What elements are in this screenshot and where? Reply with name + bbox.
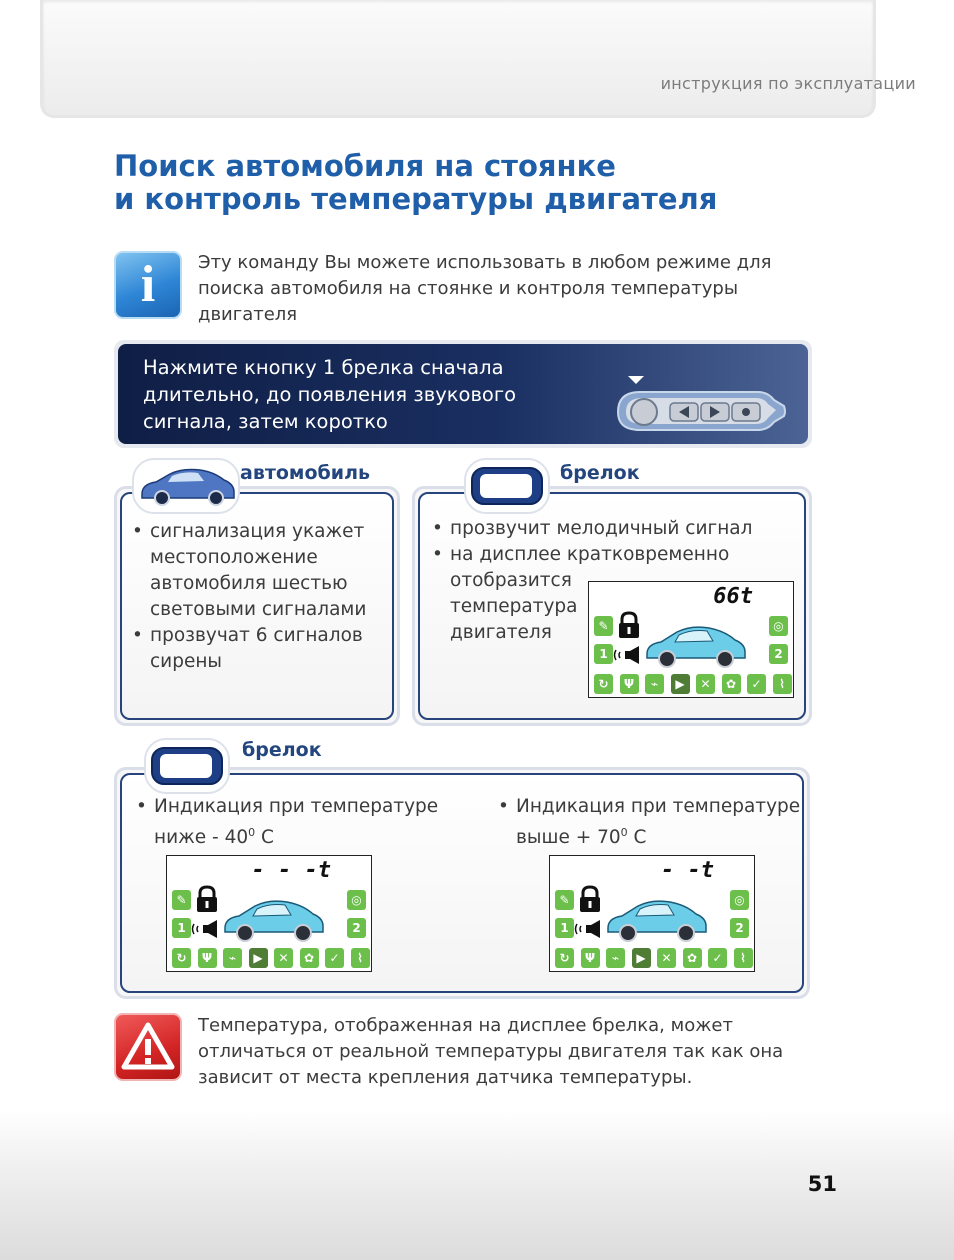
instruction-text	[143, 354, 516, 435]
status-icon: ✿	[722, 674, 741, 694]
info-line-2: поиска автомобиля на стоянке и контроля температуры	[198, 278, 739, 299]
lock-icon	[615, 610, 643, 640]
car-bullet-2: • прозвучат 6 сигналов сирены	[130, 623, 366, 675]
engine-icon: ✎	[594, 616, 613, 636]
channel-1-icon: 1	[555, 918, 574, 938]
status-icon: Ψ	[581, 948, 600, 968]
info-text	[198, 250, 798, 328]
engine-icon: ✎	[172, 890, 191, 910]
channel-1-icon: 1	[172, 918, 191, 938]
status-icon: Ψ	[198, 948, 217, 968]
page-title-line-2: и контроль температуры двигателя	[114, 182, 718, 216]
status-icon: ✕	[274, 948, 293, 968]
status-icon: ⌁	[606, 948, 625, 968]
lock-icon	[193, 884, 221, 914]
fob-section-label: брелок	[560, 462, 640, 484]
status-icon: ✿	[300, 948, 319, 968]
status-icon: ↻	[172, 948, 191, 968]
status-icon: ✓	[708, 948, 727, 968]
shock-sensor-icon: ◎	[730, 890, 749, 910]
lock-icon	[576, 884, 604, 914]
car-bullet-1: • сигнализация укажет местоположение автомобиля шестью световыми сигналами	[130, 519, 366, 623]
status-icon: ▶	[671, 674, 690, 694]
siren-icon	[191, 918, 221, 940]
status-icon: ⌇	[351, 948, 370, 968]
status-icon: ✓	[325, 948, 344, 968]
header-band	[40, 0, 876, 118]
status-icon: ⌁	[645, 674, 664, 694]
status-icon: ⌁	[223, 948, 242, 968]
lcd-temperature: 66t	[713, 584, 753, 609]
key-fob-buttons-icon	[608, 372, 788, 440]
fob-bullet-2: • на дисплее кратковременно отобразится температура двигателя	[430, 542, 752, 646]
status-icon: ✕	[657, 948, 676, 968]
car-icon	[221, 894, 325, 944]
info-line-3: двигателя	[198, 304, 298, 325]
channel-2-icon: 2	[347, 918, 366, 938]
warning-line-2: отличаться от реальной температуры двигателя так как она	[198, 1041, 784, 1062]
page-title	[114, 150, 717, 216]
status-icon: ⌇	[773, 674, 792, 694]
channel-2-icon: 2	[769, 644, 788, 664]
warning-icon	[114, 1013, 182, 1081]
key-fob-icon	[150, 744, 226, 788]
high-temp-indication: • Индикация при температуре выше + $70^0$ С	[496, 794, 800, 851]
lcd-display-low	[166, 855, 372, 972]
siren-icon	[613, 644, 643, 666]
warning-line-3: зависит от места крепления датчика температуры.	[198, 1067, 693, 1088]
car-icon	[138, 462, 238, 510]
engine-icon: ✎	[555, 890, 574, 910]
status-icon: ▶	[249, 948, 268, 968]
car-icon	[643, 620, 747, 670]
info-line-1: Эту команду Вы можете использовать в любом режиме для	[198, 252, 772, 273]
car-bullets	[130, 519, 366, 675]
key-fob-icon	[470, 464, 546, 508]
status-icon: ✓	[747, 674, 766, 694]
instruction-panel	[114, 340, 812, 448]
warning-text	[198, 1013, 783, 1091]
status-icon: ✕	[696, 674, 715, 694]
info-icon: i	[114, 251, 182, 319]
page-number: 51	[807, 1172, 837, 1196]
status-icon: ↻	[594, 674, 613, 694]
fob-indication-label: брелок	[242, 739, 322, 761]
status-icon: Ψ	[620, 674, 639, 694]
lcd-display	[588, 581, 794, 698]
status-icon: ⌇	[734, 948, 753, 968]
channel-2-icon: 2	[730, 918, 749, 938]
siren-icon	[574, 918, 604, 940]
fob-bullet-1: • прозвучит мелодичный сигнал	[430, 516, 752, 542]
channel-1-icon: 1	[594, 644, 613, 664]
header-text: инструкция по эксплуатации	[660, 74, 916, 93]
shock-sensor-icon: ◎	[347, 890, 366, 910]
low-temp-indication: • Индикация при температуре ниже - $40^0$ С	[134, 794, 438, 851]
status-icon: ▶	[632, 948, 651, 968]
instruction-line-3: сигнала, затем коротко	[143, 410, 388, 433]
page-title-line-1: Поиск автомобиля на стоянке	[114, 149, 616, 183]
shock-sensor-icon: ◎	[769, 616, 788, 636]
lcd-temperature: - - -t	[251, 858, 331, 883]
instruction-line-2: длительно, до появления звукового	[143, 383, 517, 406]
lcd-temperature: - -t	[661, 858, 714, 883]
instruction-line-1: Нажмите кнопку 1 брелка сначала	[143, 356, 504, 379]
status-icon: ✿	[683, 948, 702, 968]
status-icon: ↻	[555, 948, 574, 968]
warning-line-1: Температура, отображенная на дисплее брелка, может	[198, 1015, 733, 1036]
lcd-display-high	[549, 855, 755, 972]
car-icon	[604, 894, 708, 944]
car-section-label: автомобиль	[240, 462, 371, 484]
